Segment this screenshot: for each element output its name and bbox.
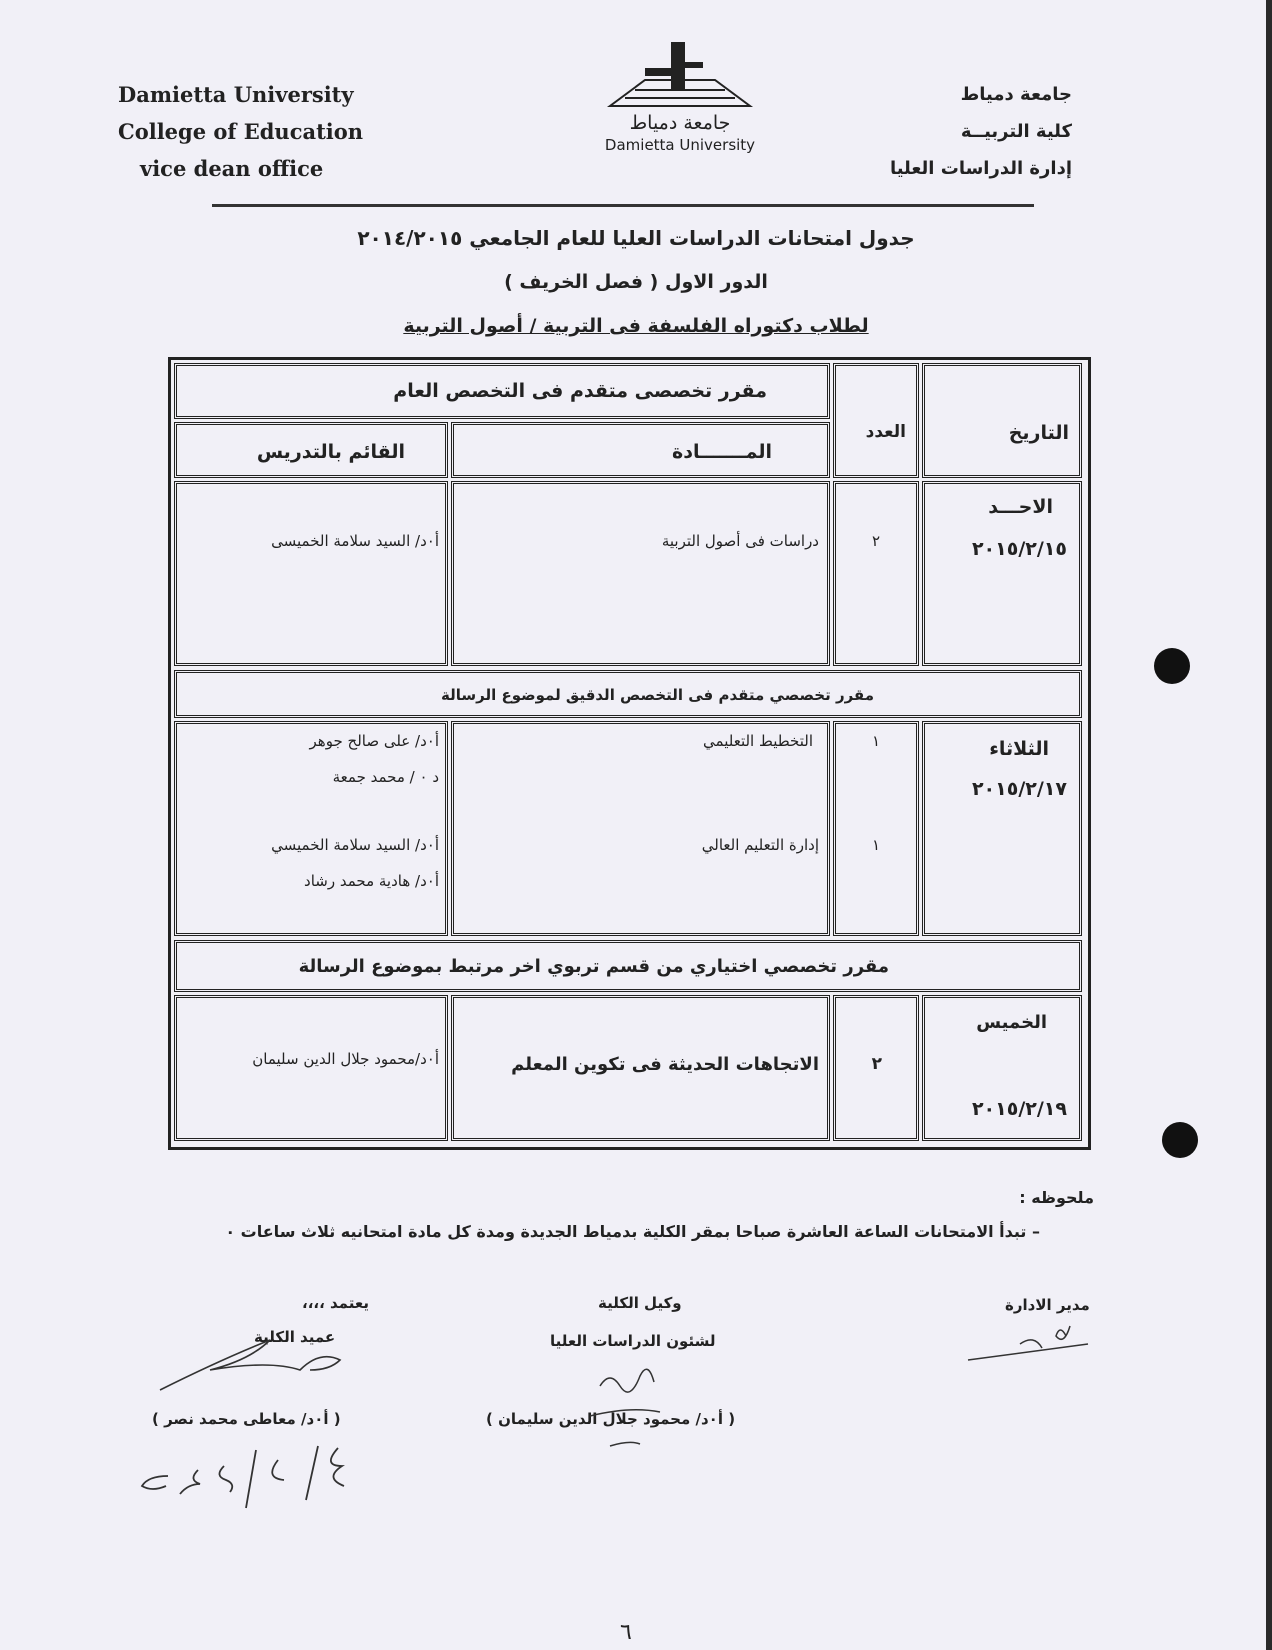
group3-header: مقرر تخصصي اختياري من قسم تربوي اخر مرتبط بموضوع الرسالة bbox=[298, 956, 889, 977]
header-date: التاريخ bbox=[1008, 422, 1069, 444]
header-instructor: القائم بالتدريس bbox=[256, 441, 405, 463]
header-instructor-cell bbox=[174, 422, 448, 478]
approve-label: يعتمد ،،،، bbox=[302, 1294, 369, 1312]
row2-count-cell bbox=[833, 721, 919, 936]
logo-mark-icon bbox=[605, 38, 755, 110]
university-name-ar: جامعة دمياط bbox=[960, 84, 1072, 105]
row3-subject-cell bbox=[451, 995, 830, 1141]
header-subject-cell bbox=[451, 422, 830, 478]
vice-dean-signature bbox=[580, 1356, 720, 1456]
university-name-en: Damietta University bbox=[118, 82, 354, 107]
exam-schedule-table bbox=[168, 357, 1091, 1150]
row1-date-cell bbox=[922, 481, 1082, 666]
vice-dean-title: وكيل الكلية bbox=[598, 1294, 682, 1312]
row1-day: الاحـــد bbox=[988, 496, 1053, 518]
row3-count-cell bbox=[833, 995, 919, 1141]
office-name-en: vice dean office bbox=[140, 156, 324, 181]
punch-hole-top bbox=[1154, 648, 1190, 684]
row2-subject-2: إدارة التعليم العالي bbox=[701, 836, 819, 854]
header-divider bbox=[212, 204, 1034, 207]
logo-text-ar: جامعة دمياط bbox=[629, 112, 731, 134]
vice-dean-subtitle: لشئون الدراسات العليا bbox=[550, 1332, 716, 1350]
row1-count-cell bbox=[833, 481, 919, 666]
row2-count-2: ١ bbox=[871, 836, 880, 854]
dean-signature bbox=[150, 1320, 380, 1400]
header-count: العدد bbox=[865, 422, 906, 442]
row3-subject: الاتجاهات الحديثة فى تكوين المعلم bbox=[511, 1054, 819, 1075]
row2-date: ٢٠١٥/٢/١٧ bbox=[971, 778, 1067, 800]
vice-dean-name: ( أ٠د/ محمود جلال الدين سليمان ) bbox=[486, 1410, 736, 1428]
row3-instructor-cell bbox=[174, 995, 448, 1141]
row2-instructor-1: أ٠د/ على صالح جوهر bbox=[309, 732, 439, 750]
row2-instructor-cell bbox=[174, 721, 448, 936]
notes-text: – تبدأ الامتحانات الساعة العاشرة صباحا بمقر الكلية بدمياط الجديدة ومدة كل مادة امتحانيه ثلاث ساعات ٠ bbox=[225, 1222, 1040, 1241]
page-number: ٦ bbox=[620, 1620, 632, 1645]
college-name-en: College of Education bbox=[118, 119, 364, 144]
row2-subject-cell bbox=[451, 721, 830, 936]
college-name-ar: كلية التربيــة bbox=[960, 121, 1072, 142]
director-signature bbox=[960, 1318, 1110, 1368]
row1-subject-cell bbox=[451, 481, 830, 666]
logo-text-en: Damietta University bbox=[604, 136, 756, 154]
row1-subject: دراسات فى أصول التربية bbox=[661, 532, 819, 550]
row2-instructor-4: أ٠د/ هادية محمد رشاد bbox=[304, 872, 439, 890]
row2-day: الثلاثاء bbox=[989, 738, 1049, 760]
header-count-cell bbox=[833, 363, 919, 478]
group1-header-cell bbox=[174, 363, 830, 419]
university-logo bbox=[595, 38, 765, 154]
header-date-cell bbox=[922, 363, 1082, 478]
row2-count-1: ١ bbox=[871, 732, 880, 750]
office-name-ar: إدارة الدراسات العليا bbox=[889, 158, 1072, 179]
dean-title: عميد الكلية bbox=[254, 1328, 336, 1346]
row3-instructor: أ٠د/محمود جلال الدين سليمان bbox=[252, 1050, 439, 1068]
director-title: مدير الادارة bbox=[1005, 1296, 1090, 1314]
group2-header: مقرر تخصصي متقدم فى التخصص الدقيق لموضوع الرسالة bbox=[441, 686, 874, 704]
row3-date-cell bbox=[922, 995, 1082, 1141]
header-subject: المـــــــادة bbox=[672, 441, 772, 463]
document-subtitle: الدور الاول ( فصل الخريف ) bbox=[504, 271, 768, 293]
group1-header: مقرر تخصصى متقدم فى التخصص العام bbox=[393, 380, 767, 402]
row2-instructor-3: أ٠د/ السيد سلامة الخميسي bbox=[271, 836, 439, 854]
row2-subject-1: التخطيط التعليمي bbox=[703, 732, 813, 750]
document-audience: لطلاب دكتوراه الفلسفة فى التربية / أصول التربية bbox=[403, 315, 869, 337]
notes-label: ملحوظه : bbox=[1019, 1188, 1094, 1207]
row1-count: ٢ bbox=[871, 532, 880, 550]
row1-date: ٢٠١٥/٢/١٥ bbox=[971, 538, 1067, 560]
handwritten-date bbox=[128, 1440, 368, 1520]
row1-instructor: أ٠د/ السيد سلامة الخميسى bbox=[271, 532, 439, 550]
header-arabic bbox=[890, 76, 1072, 187]
group3-header-cell bbox=[174, 940, 1082, 992]
punch-hole-bottom bbox=[1162, 1122, 1198, 1158]
row2-instructor-2: د ٠ / محمد جمعة bbox=[332, 768, 439, 786]
group2-header-cell bbox=[174, 670, 1082, 718]
row2-date-cell bbox=[922, 721, 1082, 936]
row3-date: ٢٠١٥/٢/١٩ bbox=[971, 1098, 1067, 1120]
row3-count: ٢ bbox=[871, 1054, 882, 1074]
header-english bbox=[118, 76, 363, 187]
dean-name: ( أ٠د/ معاطى محمد نصر ) bbox=[152, 1410, 341, 1428]
row3-day: الخميس bbox=[976, 1012, 1047, 1033]
row1-instructor-cell bbox=[174, 481, 448, 666]
document-title: جدول امتحانات الدراسات العليا للعام الجامعي ٢٠١٤/٢٠١٥ bbox=[357, 226, 915, 250]
